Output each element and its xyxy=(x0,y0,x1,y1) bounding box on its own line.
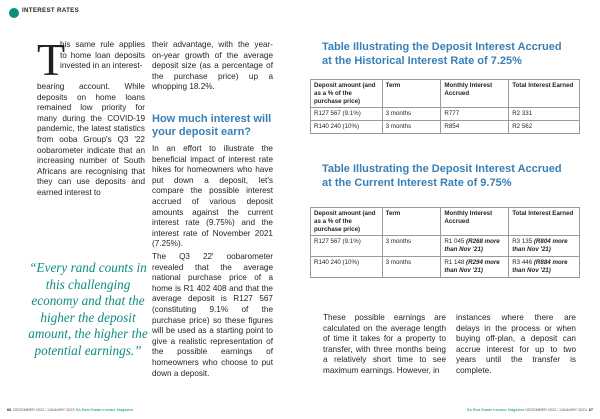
section-icon xyxy=(9,8,19,18)
historical-interest-table xyxy=(310,79,580,134)
header-cell: Term xyxy=(382,208,441,236)
table-cell xyxy=(441,236,509,257)
header-cell: Total Interest Earned xyxy=(509,80,580,108)
difference-note: (R804 more than Nov '21) xyxy=(512,238,568,254)
difference-note: (R884 more than Nov '21) xyxy=(512,258,568,274)
intro-paragraph-rest: bearing account. While deposits on home loans remained low priority for many during the COVID-19 pandemic, the latest statistics from ooba Group's Q3 '22 oobarometer indicate that an increasing number of South Africans are recognising that they can use deposits and earned interest to xyxy=(37,82,145,197)
difference-note: (R294 more than Nov '21) xyxy=(444,258,500,274)
table-row xyxy=(311,236,580,257)
subheading: How much interest will your deposit earn? xyxy=(152,113,272,138)
section-title: INTEREST RATES xyxy=(22,7,80,14)
header-cell: Total Interest Earned xyxy=(509,208,580,236)
body-paragraph-5: These possible earnings are calculated on the average length of time it takes for a property to transfer, with three months being a relatively short time to see maximum earnings. However, in xyxy=(323,313,446,375)
table-cell xyxy=(509,236,580,257)
table-cell: 3 months xyxy=(382,236,441,257)
table-1-title: Table Illustrating the Deposit Interest Accrued at the Historical Interest Rate of 7.25% xyxy=(322,41,562,67)
drop-cap: T xyxy=(37,34,66,85)
current-interest-table xyxy=(310,207,580,278)
table-cell: R854 xyxy=(441,121,509,134)
value: R3 446 xyxy=(512,258,534,266)
table-cell: R140 240 (10%) xyxy=(311,121,383,134)
header-cell: Monthly Interest Accrued xyxy=(441,80,509,108)
difference-note: (R268 more than Nov '21) xyxy=(444,238,500,254)
table-cell: R140 240 (10%) xyxy=(311,256,383,277)
pull-quote: “Every rand counts in this challenging economy and that the higher the deposit amount, the higher the potential earnings.” xyxy=(28,260,148,358)
table-cell xyxy=(509,256,580,277)
header-cell: Term xyxy=(382,80,441,108)
value: R1 148 xyxy=(444,258,467,266)
table-cell: 3 months xyxy=(382,256,441,277)
table-cell: R2 562 xyxy=(509,121,580,134)
page-number: 66 xyxy=(7,408,12,412)
issue-date: DECEMBER 2022 / JANUARY 2023 xyxy=(525,408,587,412)
body-paragraph-2: their advantage, with the year-on-year growth of the average deposit size (as a percentage of the purchase price) up a whopping 18.2%. xyxy=(152,40,273,92)
footer-right xyxy=(467,408,593,412)
header-cell: Monthly Interest Accrued xyxy=(441,208,509,236)
issue-date: DECEMBER 2022 / JANUARY 2023 xyxy=(13,408,75,412)
page-number: 67 xyxy=(588,408,593,412)
value: R1 045 xyxy=(444,238,467,246)
table-cell: 3 months xyxy=(382,121,441,134)
magazine-name: SA Real Estate Investor Magazine xyxy=(75,408,134,412)
table-row xyxy=(311,256,580,277)
footer-left xyxy=(7,408,133,412)
table-row xyxy=(311,121,580,134)
table-row xyxy=(311,108,580,121)
table-cell xyxy=(441,256,509,277)
table-cell: R127 567 (9.1%) xyxy=(311,108,383,121)
header-cell: Deposit amount (and as a % of the purchase price) xyxy=(311,80,383,108)
intro-paragraph-start: his same rule applies to home loan deposits invested in an interest- xyxy=(60,40,145,71)
body-paragraph-4: The Q3 22' oobarometer revealed that the average national purchase price of a home is R1 402 408 and that the average deposit is R127 567 (constituting 9.1% of the purchase price) so these figures will be used as a starting point to give a realistic representation of the possible earnings of homeowners who choose to put down a deposit. xyxy=(152,252,273,378)
body-paragraph-6: instances where there are delays in the process or when buying off-plan, a deposit can accrue interest for up to two years until the transfer is complete. xyxy=(456,313,576,375)
table-cell: R2 331 xyxy=(509,108,580,121)
magazine-name: SA Real Estate Investor Magazine xyxy=(466,408,525,412)
table-cell: R777 xyxy=(441,108,509,121)
table-header-row xyxy=(311,80,580,108)
table-cell: 3 months xyxy=(382,108,441,121)
table-cell: R127 567 (9.1%) xyxy=(311,236,383,257)
header-cell: Deposit amount (and as a % of the purchase price) xyxy=(311,208,383,236)
value: R3 135 xyxy=(512,238,534,246)
body-paragraph-3: In an effort to illustrate the beneficial impact of interest rate hikes for homeowners who have put down a deposit, let's compare the possible interest accrued of various deposit amounts against the current interest rate (9.75%) and the interest rate of November 2021 (7.25%). xyxy=(152,144,273,249)
table-2-title: Table Illustrating the Deposit Interest Accrued at the Current Interest Rate of 9.75% xyxy=(322,163,562,189)
table-header-row xyxy=(311,208,580,236)
